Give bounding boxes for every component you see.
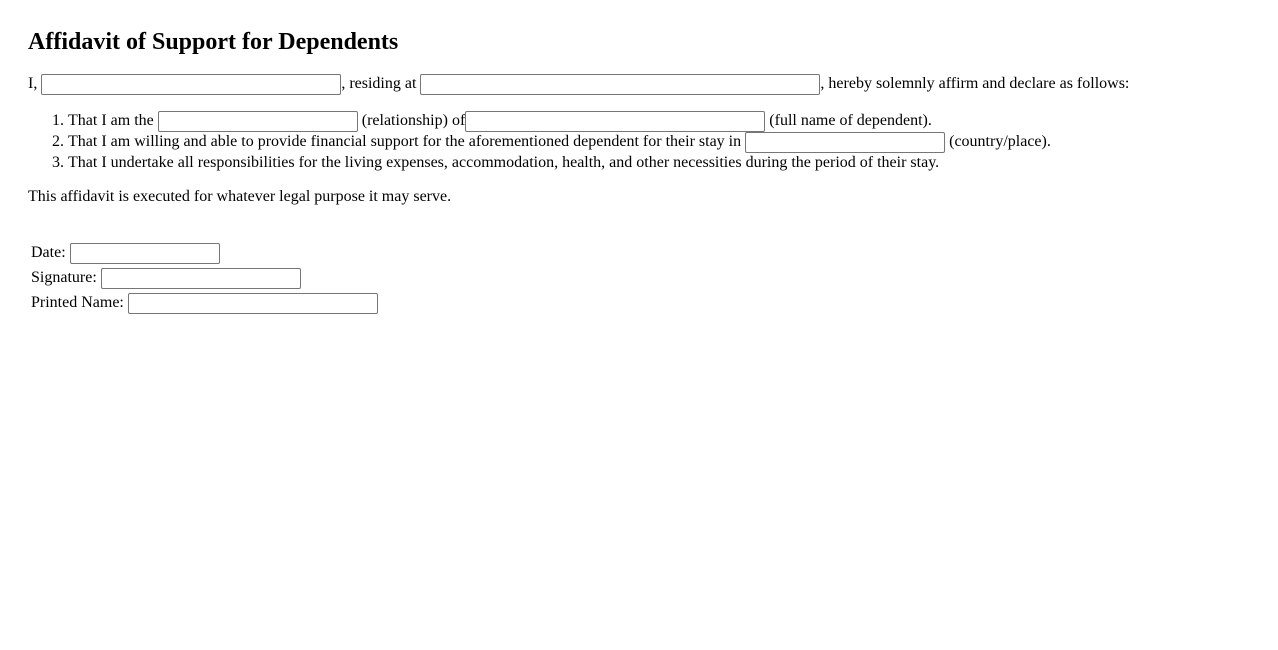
signature-label: Signature: [31, 269, 97, 286]
clause-financial-support [68, 132, 1051, 153]
clause-2-suffix: (country/place). [949, 133, 1051, 151]
affiant-address-input[interactable] [420, 74, 820, 95]
clause-1-prefix: That I am the [68, 112, 154, 130]
clause-3-text: That I undertake all responsibilities for the living expenses, accommodation, health, and other necessities during the period of their stay. [68, 154, 940, 171]
declaration-clauses [28, 111, 1051, 173]
country-place-input[interactable] [745, 132, 945, 153]
clause-relationship [68, 111, 1051, 132]
printed-name-label: Printed Name: [31, 294, 124, 311]
clause-responsibilities [68, 153, 1051, 173]
signature-row [31, 267, 301, 289]
intro-residing-label: , residing at [341, 75, 417, 93]
dependent-name-input[interactable] [465, 111, 765, 132]
clause-1-mid: (relationship) of [361, 112, 466, 130]
date-row [31, 242, 220, 264]
printed-name-input[interactable] [128, 293, 378, 314]
document-title: Affidavit of Support for Dependents [28, 29, 399, 55]
affiant-name-input[interactable] [41, 74, 341, 95]
clause-2-prefix: That I am willing and able to provide financial support for the aforementioned dependent for their stay in [68, 133, 742, 151]
intro-statement [28, 74, 1129, 96]
printed-name-row [31, 292, 378, 314]
clause-1-suffix: (full name of dependent). [769, 112, 932, 130]
intro-suffix: , hereby solemnly affirm and declare as follows: [820, 75, 1130, 93]
signature-input[interactable] [101, 268, 301, 289]
closing-statement: This affidavit is executed for whatever legal purpose it may serve. [28, 188, 452, 205]
relationship-input[interactable] [158, 111, 358, 132]
date-label: Date: [31, 244, 66, 261]
intro-prefix: I, [28, 75, 38, 93]
date-input[interactable] [70, 243, 220, 264]
